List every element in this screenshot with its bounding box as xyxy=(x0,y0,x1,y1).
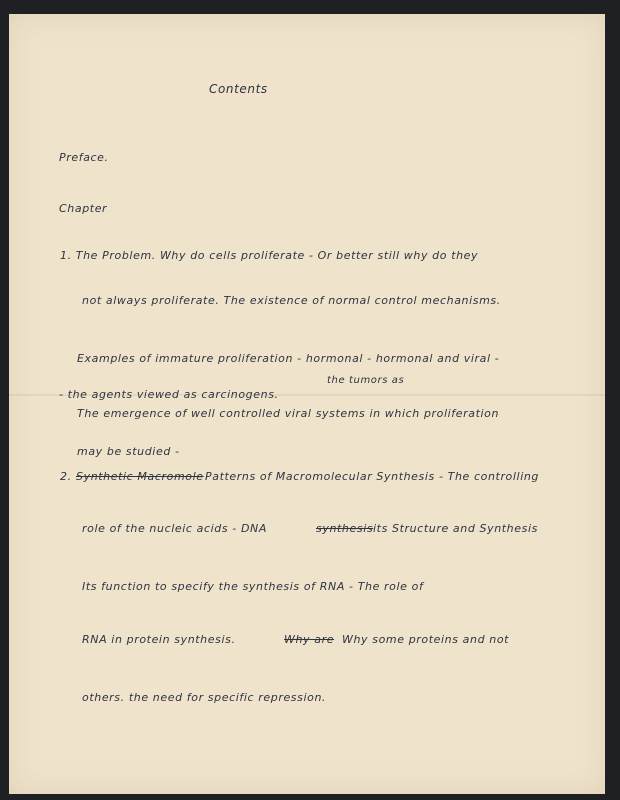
chapter2-line1: Patterns of Macromolecular Synthesis - The controlling xyxy=(205,470,540,483)
preface-entry: Preface. xyxy=(59,151,109,164)
chapter-heading: Chapter xyxy=(59,202,108,215)
contents-title: Contents xyxy=(209,82,268,96)
chapter2-struck-1: Synthetic Macromole xyxy=(76,470,204,483)
chapter1-line2: not always proliferate. The existence of normal control mechanisms. xyxy=(82,294,501,307)
chapter1-line4: - the agents viewed as carcinogens. xyxy=(59,388,279,401)
chapter1-line1: 1. The Problem. Why do cells proliferate - Or better still why do they xyxy=(60,249,479,262)
chapter2-line2-start: role of the nucleic acids - DNA xyxy=(82,522,267,535)
chapter2-struck-3: Why are xyxy=(284,633,335,646)
chapter2-line2-end: its Structure and Synthesis xyxy=(373,522,538,535)
chapter2-line3: Its function to specify the synthesis of RNA - The role of xyxy=(82,580,424,593)
chapter2-line5: others. the need for specific repression. xyxy=(82,691,327,704)
paper-page xyxy=(9,14,605,794)
chapter2-number: 2. xyxy=(60,470,72,483)
chapter2-struck-2: synthesis xyxy=(316,522,374,535)
chapter1-insert: the tumors as xyxy=(327,375,405,386)
chapter1-line3: Examples of immature proliferation - hormonal - hormonal and viral - xyxy=(77,352,500,365)
chapter2-line4-end: Why some proteins and not xyxy=(342,633,510,646)
chapter2-line4-start: RNA in protein synthesis. xyxy=(82,633,236,646)
chapter1-line6: may be studied - xyxy=(77,445,180,458)
chapter1-line5: The emergence of well controlled viral systems in which proliferation xyxy=(77,407,500,420)
